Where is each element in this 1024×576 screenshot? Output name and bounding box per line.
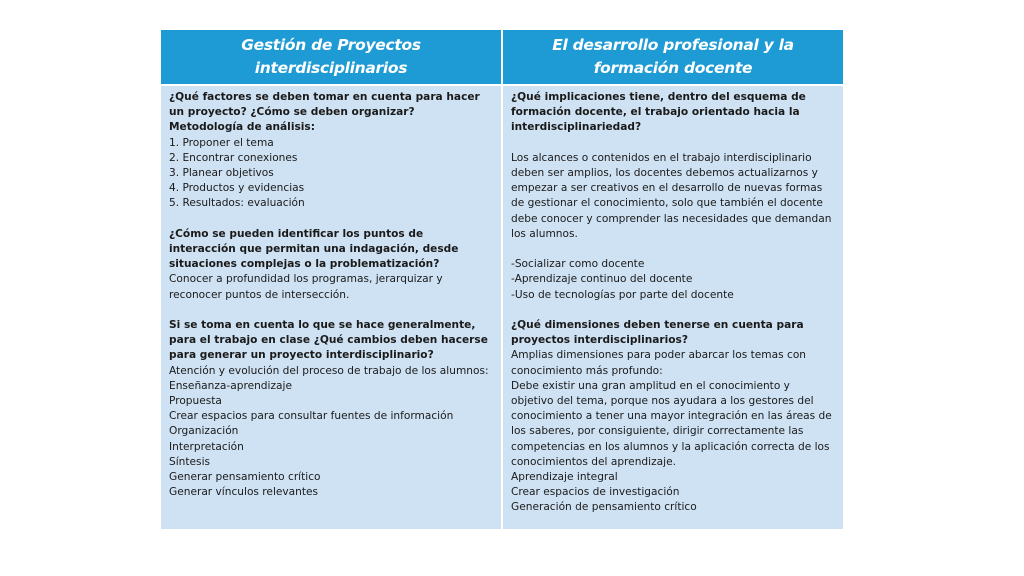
header-desarrollo-profesional: El desarrollo profesional y la formación docente (503, 30, 843, 84)
answer-item: Generar pensamiento crítico (169, 471, 321, 484)
list-item: -Uso de tecnologías por parte del docente (511, 288, 734, 301)
question-factores: ¿Qué factores se deben tomar en cuenta para hacer un proyecto? ¿Cómo se deben organizar? (169, 91, 480, 119)
answer-item: Atención y evolución del proceso de trabajo de los alumnos: (169, 364, 489, 377)
header-gestion-proyectos: Gestión de Proyectos interdisciplinarios (161, 30, 501, 84)
question-cambios: Si se toma en cuenta lo que se hace generalmente, para el trabajo en clase ¿Qué cambios deben hacerse para generar un proyecto interdisciplinario? (169, 319, 488, 362)
step-item: 3. Planear objetivos (169, 167, 274, 180)
method-title: Metodología de análisis: (169, 121, 315, 134)
step-item: 2. Encontrar conexiones (169, 151, 298, 164)
step-item: 1. Proponer el tema (169, 136, 274, 149)
list-item: Crear espacios de investigación (511, 486, 680, 499)
answer-item: Síntesis (169, 455, 211, 468)
answer-item: Propuesta (169, 395, 222, 408)
list-item: Aprendizaje integral (511, 471, 618, 484)
answer-item: Crear espacios para consultar fuentes de información (169, 410, 454, 423)
answer-dimensiones-body: Debe existir una gran amplitud en el conocimiento y objetivo del tema, porque nos ayudara a los gestores del conocimiento a tener una mayor integración en las áreas de los saberes, por consiguiente, dirigir correctamente las competencias en los alumnos y la aplicación correcta de los conocimientos del aprendizaje. (511, 379, 832, 468)
list-item: Generación de pensamiento crítico (511, 501, 697, 514)
question-interaccion: ¿Cómo se pueden identificar los puntos de interacción que permitan una indagación, desde situaciones complejas o la problematización? (169, 227, 459, 271)
step-item: 5. Resultados: evaluación (169, 197, 305, 210)
answer-item: Interpretación (169, 440, 244, 453)
list-item: -Socializar como docente (511, 258, 645, 271)
question-dimensiones: ¿Qué dimensiones deben tenerse en cuenta para proyectos interdisciplinarios? (511, 319, 804, 347)
answer-alcances: Los alcances o contenidos en el trabajo interdisciplinario deben ser amplios, los docentes debemos actualizarnos y empezar a ser creativos en el desarrollo de nuevas formas de gestionar el conocimiento, solo que también el docente debe conocer y comprender las necesidades que demandan los alumnos. (511, 151, 832, 240)
answer-interaccion: Conocer a profundidad los programas, jerarquizar y reconocer puntos de intersección. (169, 273, 443, 301)
left-column-cell (161, 86, 501, 529)
question-implicaciones: ¿Qué implicaciones tiene, dentro del esquema de formación docente, el trabajo orientado hacia la interdisciplinariedad? (511, 91, 806, 134)
step-item: 4. Productos y evidencias (169, 182, 305, 195)
right-column-cell (503, 86, 843, 529)
answer-item: Organización (169, 425, 239, 438)
answer-item: Enseñanza-aprendizaje (169, 379, 292, 392)
answer-item: Generar vínculos relevantes (169, 486, 319, 499)
answer-dimensiones-intro: Amplias dimensiones para poder abarcar los temas con conocimiento más profundo: (511, 349, 807, 377)
list-item: -Aprendizaje continuo del docente (511, 273, 693, 286)
